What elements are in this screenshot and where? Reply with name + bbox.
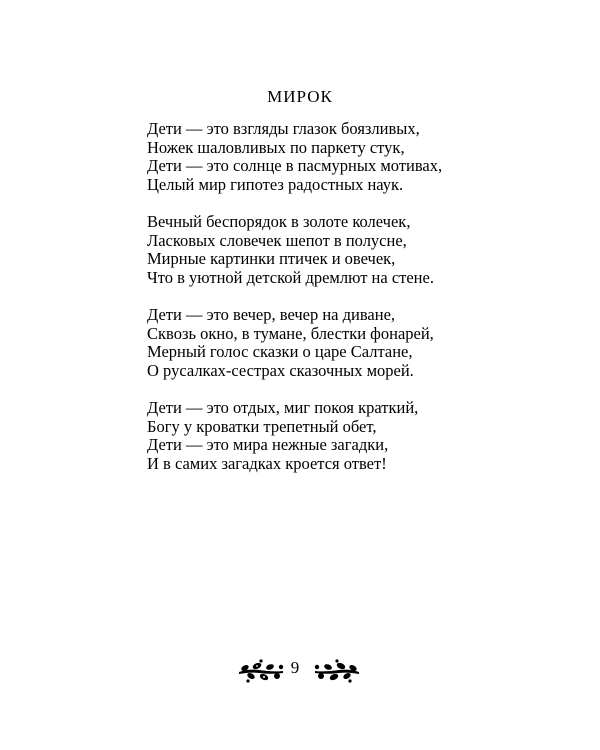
poem-line: Вечный беспорядок в золоте колечек, [147, 212, 411, 231]
poem-line: Ножек шаловливых по паркету стук, [147, 137, 405, 157]
poem-body [147, 120, 477, 492]
stanza-1 [147, 120, 477, 194]
stanza-3 [147, 306, 477, 380]
page-footer [0, 656, 600, 686]
poem-line: Дети — это вечер, вечер на диване, [147, 305, 396, 324]
poem-line: Что в уютной детской дремлют на стене. [147, 267, 434, 287]
poem-line: И в самих загадках кроется ответ! [147, 453, 387, 473]
stanza-2 [147, 213, 477, 287]
poem-line: Целый мир гипотез радостных наук. [147, 174, 404, 194]
poem-line: Дети — это взгляды глазок боязливых, [147, 119, 420, 138]
poem-title: МИРОК [267, 87, 333, 106]
poem-line: Ласковых словечек шепот в полусне, [147, 230, 407, 250]
poem-line: Дети — это мира нежные загадки, [147, 435, 389, 454]
page-number: 9 [290, 658, 300, 677]
floral-ornament-icon [311, 656, 361, 686]
poem-line: Мерный голос сказки о царе Салтане, [147, 342, 413, 361]
poem-line: О русалках-сестрах сказочных морей. [147, 360, 414, 380]
poem-line: Сквозь окно, в тумане, блестки фонарей, [147, 323, 434, 343]
poem-line: Дети — это солнце в пасмурных мотивах, [147, 156, 443, 175]
poem-line: Богу у кроватки трепетный обет, [147, 416, 377, 436]
poem-line: Мирные картинки птичек и овечек, [147, 249, 396, 268]
poem-line: Дети — это отдых, миг покоя краткий, [147, 398, 419, 417]
stanza-4 [147, 399, 477, 473]
